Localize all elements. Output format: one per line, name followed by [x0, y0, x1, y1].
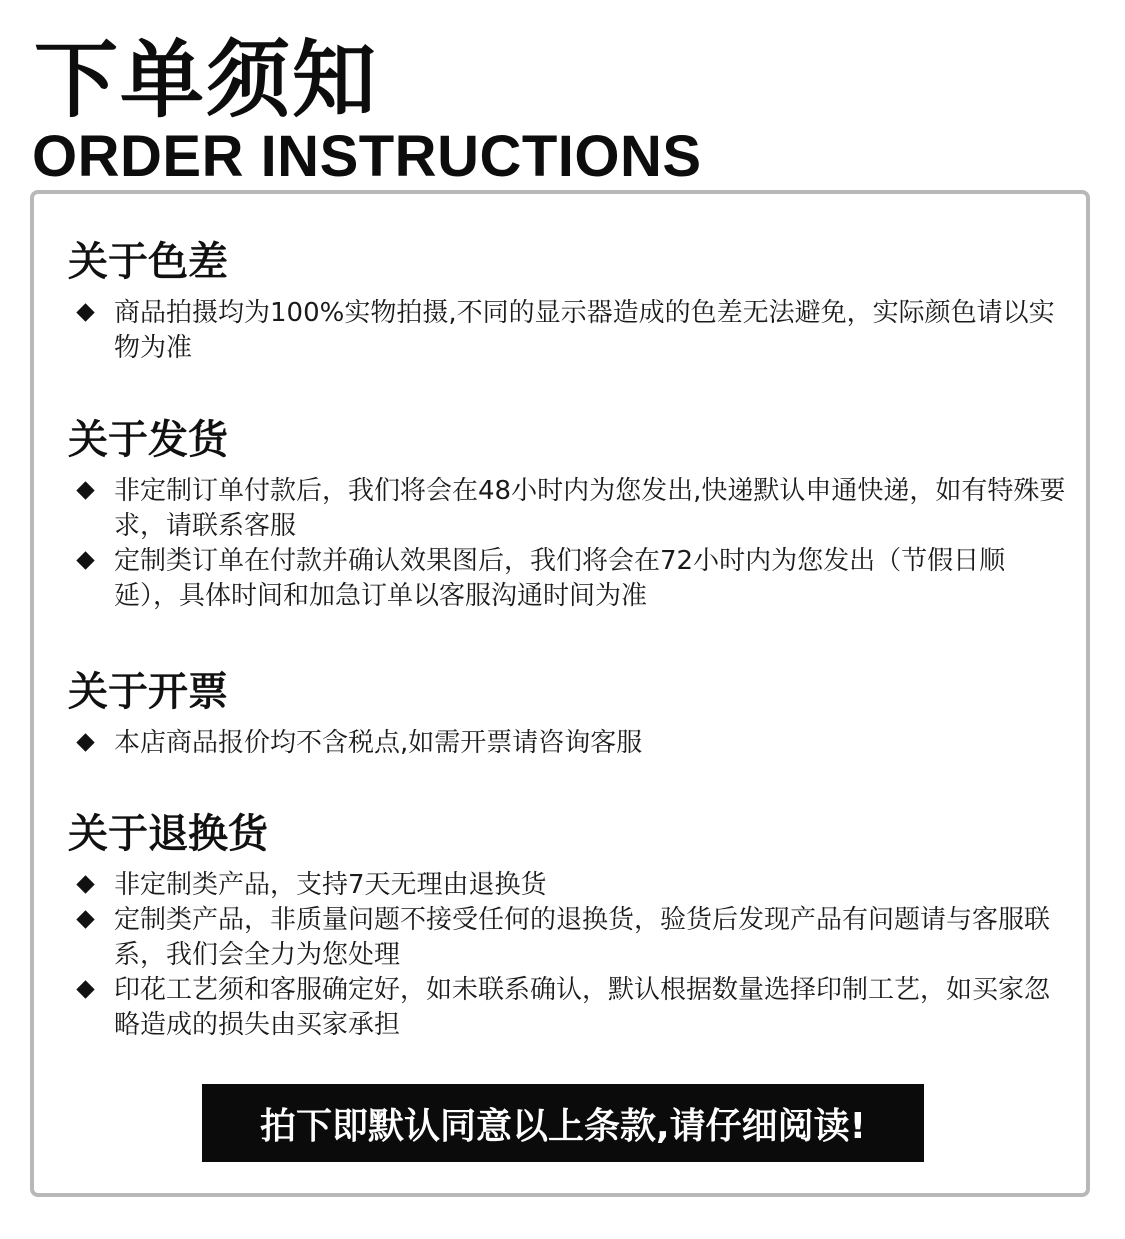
diamond-bullet-icon: [76, 980, 94, 998]
section-returns: [66, 811, 1066, 1043]
list-item: [66, 973, 1066, 1043]
diamond-bullet-icon: [76, 303, 94, 321]
list-item-text: 定制类产品，非质量问题不接受任何的退换货，验货后发现产品有问题请与客服联系，我们会全力为您处理: [114, 905, 1051, 970]
section-color-difference: [66, 239, 1066, 366]
list-item: [66, 296, 1066, 366]
section-heading: 关于开票: [68, 669, 228, 715]
page-title: 下单须知: [34, 31, 379, 129]
list-item-text: 定制类订单在付款并确认效果图后，我们将会在72小时内为您发出（节假日顺延），具体时间和加急订单以客服沟通时间为准: [114, 546, 1006, 611]
section-heading: 关于退换货: [68, 811, 268, 857]
list-item: [66, 474, 1066, 544]
section-shipping: [66, 417, 1066, 614]
list-item: [66, 726, 1066, 761]
diamond-bullet-icon: [76, 875, 94, 893]
page-subtitle: ORDER INSTRUCTIONS: [32, 124, 702, 189]
diamond-bullet-icon: [76, 551, 94, 569]
list-item-text: 本店商品报价均不含税点,如需开票请咨询客服: [114, 728, 643, 758]
diamond-bullet-icon: [76, 733, 94, 751]
section-heading: 关于色差: [68, 239, 228, 285]
list-item-text: 非定制类产品，支持7天无理由退换货: [114, 870, 547, 900]
list-item-text: 印花工艺须和客服确定好，如未联系确认，默认根据数量选择印制工艺，如买家忽略造成的损失由买家承担: [114, 975, 1051, 1040]
list-item: [66, 903, 1066, 973]
agreement-notice-banner: [202, 1084, 924, 1162]
diamond-bullet-icon: [76, 481, 94, 499]
list-item-text: 非定制订单付款后，我们将会在48小时内为您发出,快递默认申通快递，如有特殊要求，请联系客服: [114, 476, 1066, 541]
section-invoicing: [66, 669, 1066, 761]
list-item-text: 商品拍摄均为100%实物拍摄,不同的显示器造成的色差无法避免，实际颜色请以实物为准: [114, 298, 1055, 363]
agreement-notice-text: 拍下即默认同意以上条款,请仔细阅读!: [259, 1105, 867, 1147]
list-item: [66, 544, 1066, 614]
diamond-bullet-icon: [76, 910, 94, 928]
instructions-panel: [30, 190, 1090, 1197]
list-item: [66, 868, 1066, 903]
section-heading: 关于发货: [68, 417, 228, 463]
